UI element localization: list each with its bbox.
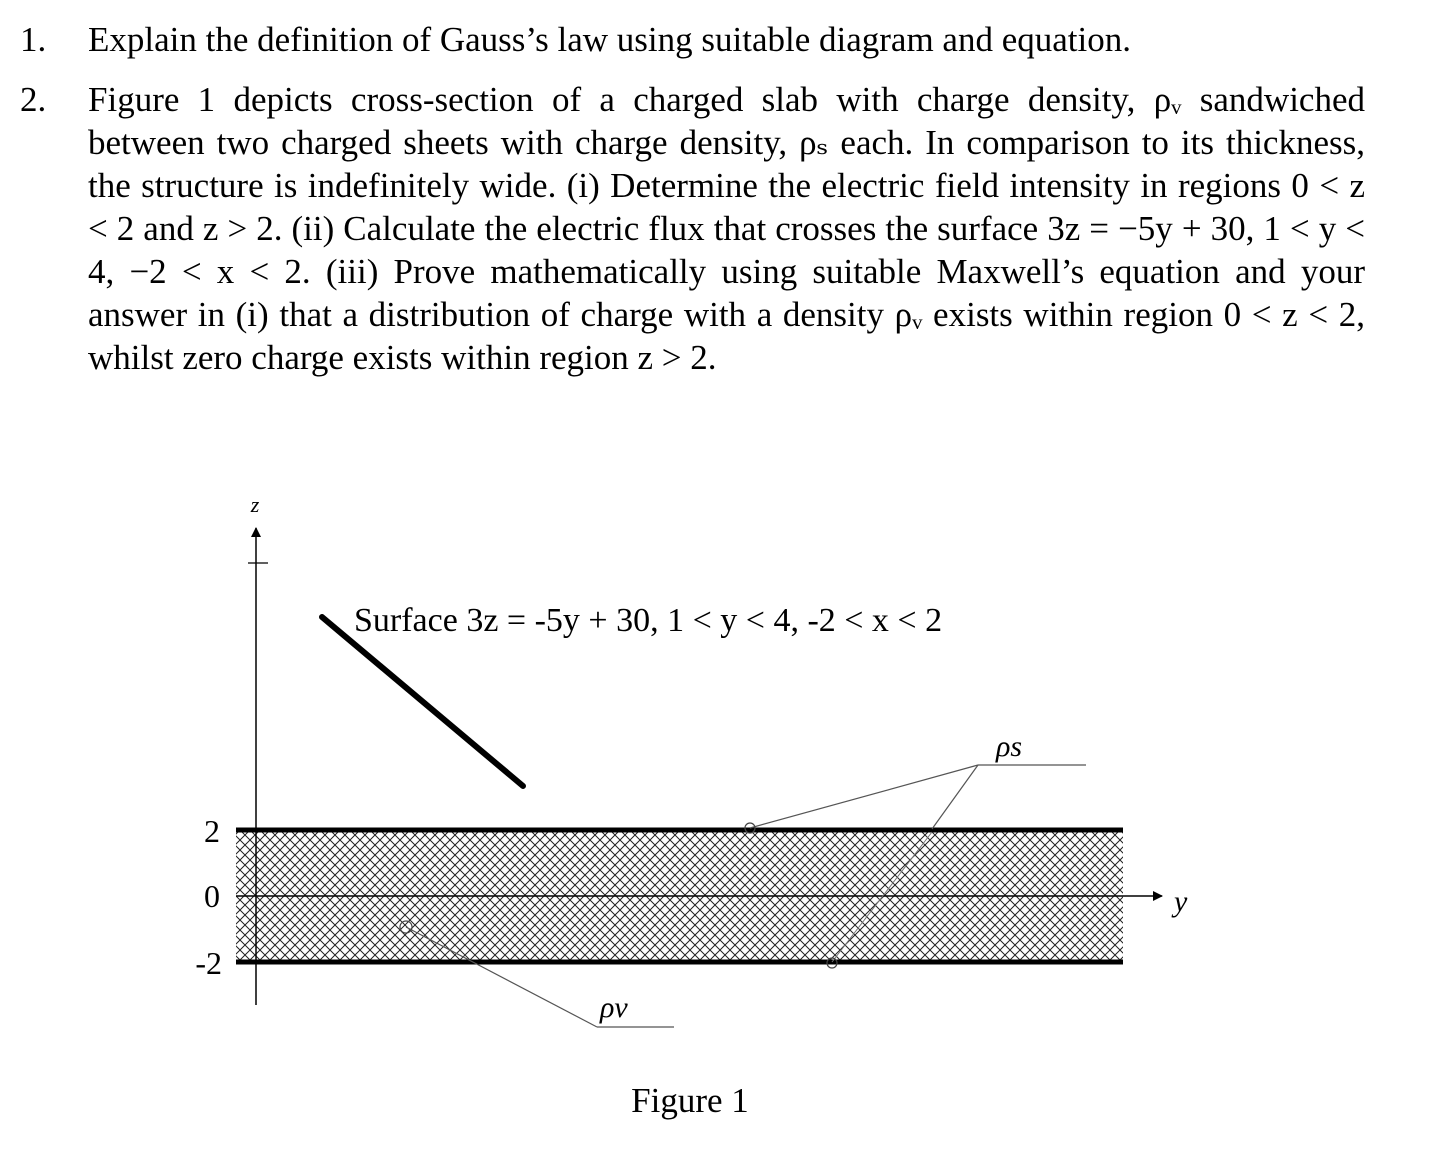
rho-s-label: ρs xyxy=(996,730,1023,763)
tick-label-minus-2: -2 xyxy=(195,945,222,981)
figure-caption: Figure 1 xyxy=(631,1081,749,1120)
question-text: Explain the definition of Gauss’s law using suitable diagram and equation. xyxy=(88,20,1131,59)
question-text: Figure 1 depicts cross-section of a charged slab with charge density, ρᵥ sandwiched between two charged sheets with charge density, ρₛ each. In comparison to its thickness, the structure is indefinitely wide. (i) Determine the electric field intensity in regions 0 < z < 2 and z > 2. (ii) Calculate the electric flux that crosses the surface 3z = −5y + 30, 1 < y < 4, −2 < x < 2. (iii) Prove mathematically using suitable Maxwell’s equation and your answer in (i) that a distribution of charge with a density ρᵥ exists within region 0 < z < 2, whilst zero charge exists within region z > 2. xyxy=(88,80,1365,377)
tick-label-2: 2 xyxy=(204,813,220,849)
rho-s-leader-2 xyxy=(932,765,978,829)
question-number: 1. xyxy=(20,20,47,59)
surface-line xyxy=(322,617,523,786)
rho-s-leader-1 xyxy=(750,765,978,828)
z-axis-label: z xyxy=(250,492,260,517)
surface-label: Surface 3z = -5y + 30, 1 < y < 4, -2 < x < 2 xyxy=(354,602,943,639)
rho-v-label: ρv xyxy=(600,991,628,1024)
question-number: 2. xyxy=(20,80,47,119)
y-axis-label: y xyxy=(1174,885,1188,918)
tick-label-0: 0 xyxy=(204,878,220,914)
